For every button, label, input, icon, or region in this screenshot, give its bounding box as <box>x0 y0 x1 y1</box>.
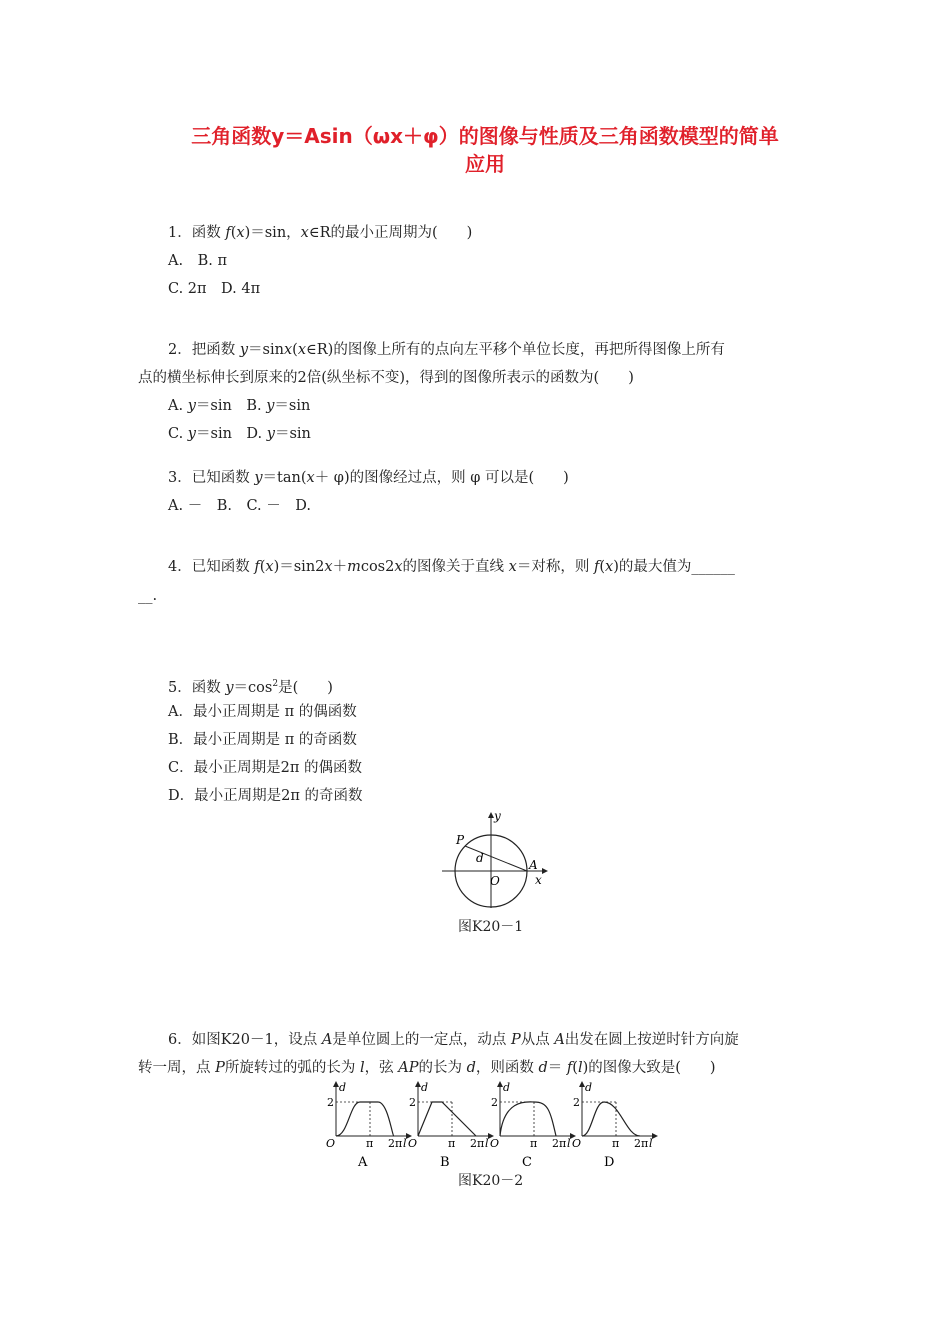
figure-k20-2-graphs <box>320 1080 660 1172</box>
graph-a-y-label: d <box>339 1081 347 1094</box>
page-title <box>140 122 830 178</box>
question-2-options-ab: A. y＝sin B. y＝sin <box>168 398 311 414</box>
graph-a-two-pi-tick: 2π <box>388 1137 403 1150</box>
title-line-2: 应用 <box>465 152 505 176</box>
figure-k20-2-caption: 图K20－2 <box>458 1173 524 1189</box>
question-3-options: A. － B. C. － D. <box>168 498 311 514</box>
graph-a-x-label: l <box>403 1137 407 1150</box>
graph-b-y-label: d <box>421 1081 429 1094</box>
graph-c-label: C <box>522 1155 532 1170</box>
graph-d-origin: O <box>572 1137 582 1150</box>
chord-ap <box>465 846 527 871</box>
label-o: O <box>490 874 500 888</box>
question-5-option-a: A．最小正周期是 π 的偶函数 <box>168 704 357 720</box>
graph-c-pi-tick: π <box>530 1137 538 1150</box>
label-y: y <box>494 809 501 823</box>
graph-d-x-label: l <box>649 1137 653 1150</box>
question-1-stem: 1．函数 f(x)＝sin，x∈R的最小正周期为( ) <box>168 225 473 241</box>
question-5-option-c: C．最小正周期是2π 的偶函数 <box>168 760 362 776</box>
graph-a-label: A <box>358 1155 368 1170</box>
question-5-option-d: D．最小正周期是2π 的奇函数 <box>168 788 363 804</box>
graph-c-y-label: d <box>503 1081 511 1094</box>
label-x: x <box>535 873 542 887</box>
graph-d-pi-tick: π <box>612 1137 620 1150</box>
graph-d-y-label: d <box>585 1081 593 1094</box>
figure-k20-1-unit-circle <box>436 808 556 913</box>
graph-c-origin: O <box>490 1137 500 1150</box>
graph-b-label: B <box>440 1155 450 1170</box>
graph-b-pi-tick: π <box>448 1137 456 1150</box>
graph-c-y-tick: 2 <box>491 1096 498 1109</box>
graph-c-curve <box>500 1102 556 1136</box>
graph-a-y-tick: 2 <box>327 1096 334 1109</box>
figure-k20-1-caption: 图K20－1 <box>458 919 524 935</box>
question-2-options-cd: C. y＝sin D. y＝sin <box>168 426 311 442</box>
label-p: P <box>456 833 465 847</box>
question-2-stem-line-2: 点的横坐标伸长到原来的2倍(纵坐标不变)，得到的图像所表示的函数为( ) <box>138 370 634 386</box>
graph-c-x-label: l <box>567 1137 571 1150</box>
question-5-option-b: B．最小正周期是 π 的奇函数 <box>168 732 357 748</box>
x-axis-arrow <box>542 868 548 874</box>
label-a: A <box>529 858 538 872</box>
question-6-stem-line-1: 6．如图K20－1，设点 A是单位圆上的一定点，动点 P从点 A出发在圆上按逆时针方向旋 <box>168 1032 739 1048</box>
graph-b-two-pi-tick: 2π <box>470 1137 485 1150</box>
question-6-stem-line-2: 转一周，点 P所旋转过的弧的长为 l，弦 AP的长为 d，则函数 d＝ f(l)的图像大致是( ) <box>138 1060 716 1076</box>
question-3-stem: 3．已知函数 y＝tan(x＋ φ)的图像经过点，则 φ 可以是( ) <box>168 470 569 486</box>
question-1-options-cd: C. 2π D. 4π <box>168 281 261 297</box>
graph-b-origin: O <box>408 1137 418 1150</box>
graph-a-curve <box>336 1102 394 1136</box>
question-2-stem-line-1: 2．把函数 y＝sinx(x∈R)的图像上所有的点向左平移个单位长度，再把所得图像上所有 <box>168 342 725 358</box>
graph-d-two-pi-tick: 2π <box>634 1137 649 1150</box>
graph-c-two-pi-tick: 2π <box>552 1137 567 1150</box>
graph-d-x-arrow <box>652 1133 658 1139</box>
graph-d-y-tick: 2 <box>573 1096 580 1109</box>
question-4-stem-line-1: 4．已知函数 f(x)＝sin2x＋mcos2x的图像关于直线 x＝对称，则 f(x)的最大值为______ <box>168 559 735 575</box>
graph-b-x-label: l <box>485 1137 489 1150</box>
graph-b-curve <box>418 1102 476 1136</box>
question-4-stem-line-2: __. <box>138 588 158 604</box>
title-line-1: 三角函数y＝Asin（ωx＋φ）的图像与性质及三角函数模型的简单 <box>191 124 779 148</box>
graph-a-origin: O <box>326 1137 336 1150</box>
question-1-options-ab: A. B. π <box>168 253 227 269</box>
question-5-stem: 5．函数 $y=\cos^2$是( ) <box>168 679 333 696</box>
graph-a-pi-tick: π <box>366 1137 374 1150</box>
label-d: d <box>476 851 484 865</box>
graph-d-label: D <box>604 1155 615 1170</box>
graph-d-curve <box>582 1102 640 1136</box>
graph-b-y-tick: 2 <box>409 1096 416 1109</box>
